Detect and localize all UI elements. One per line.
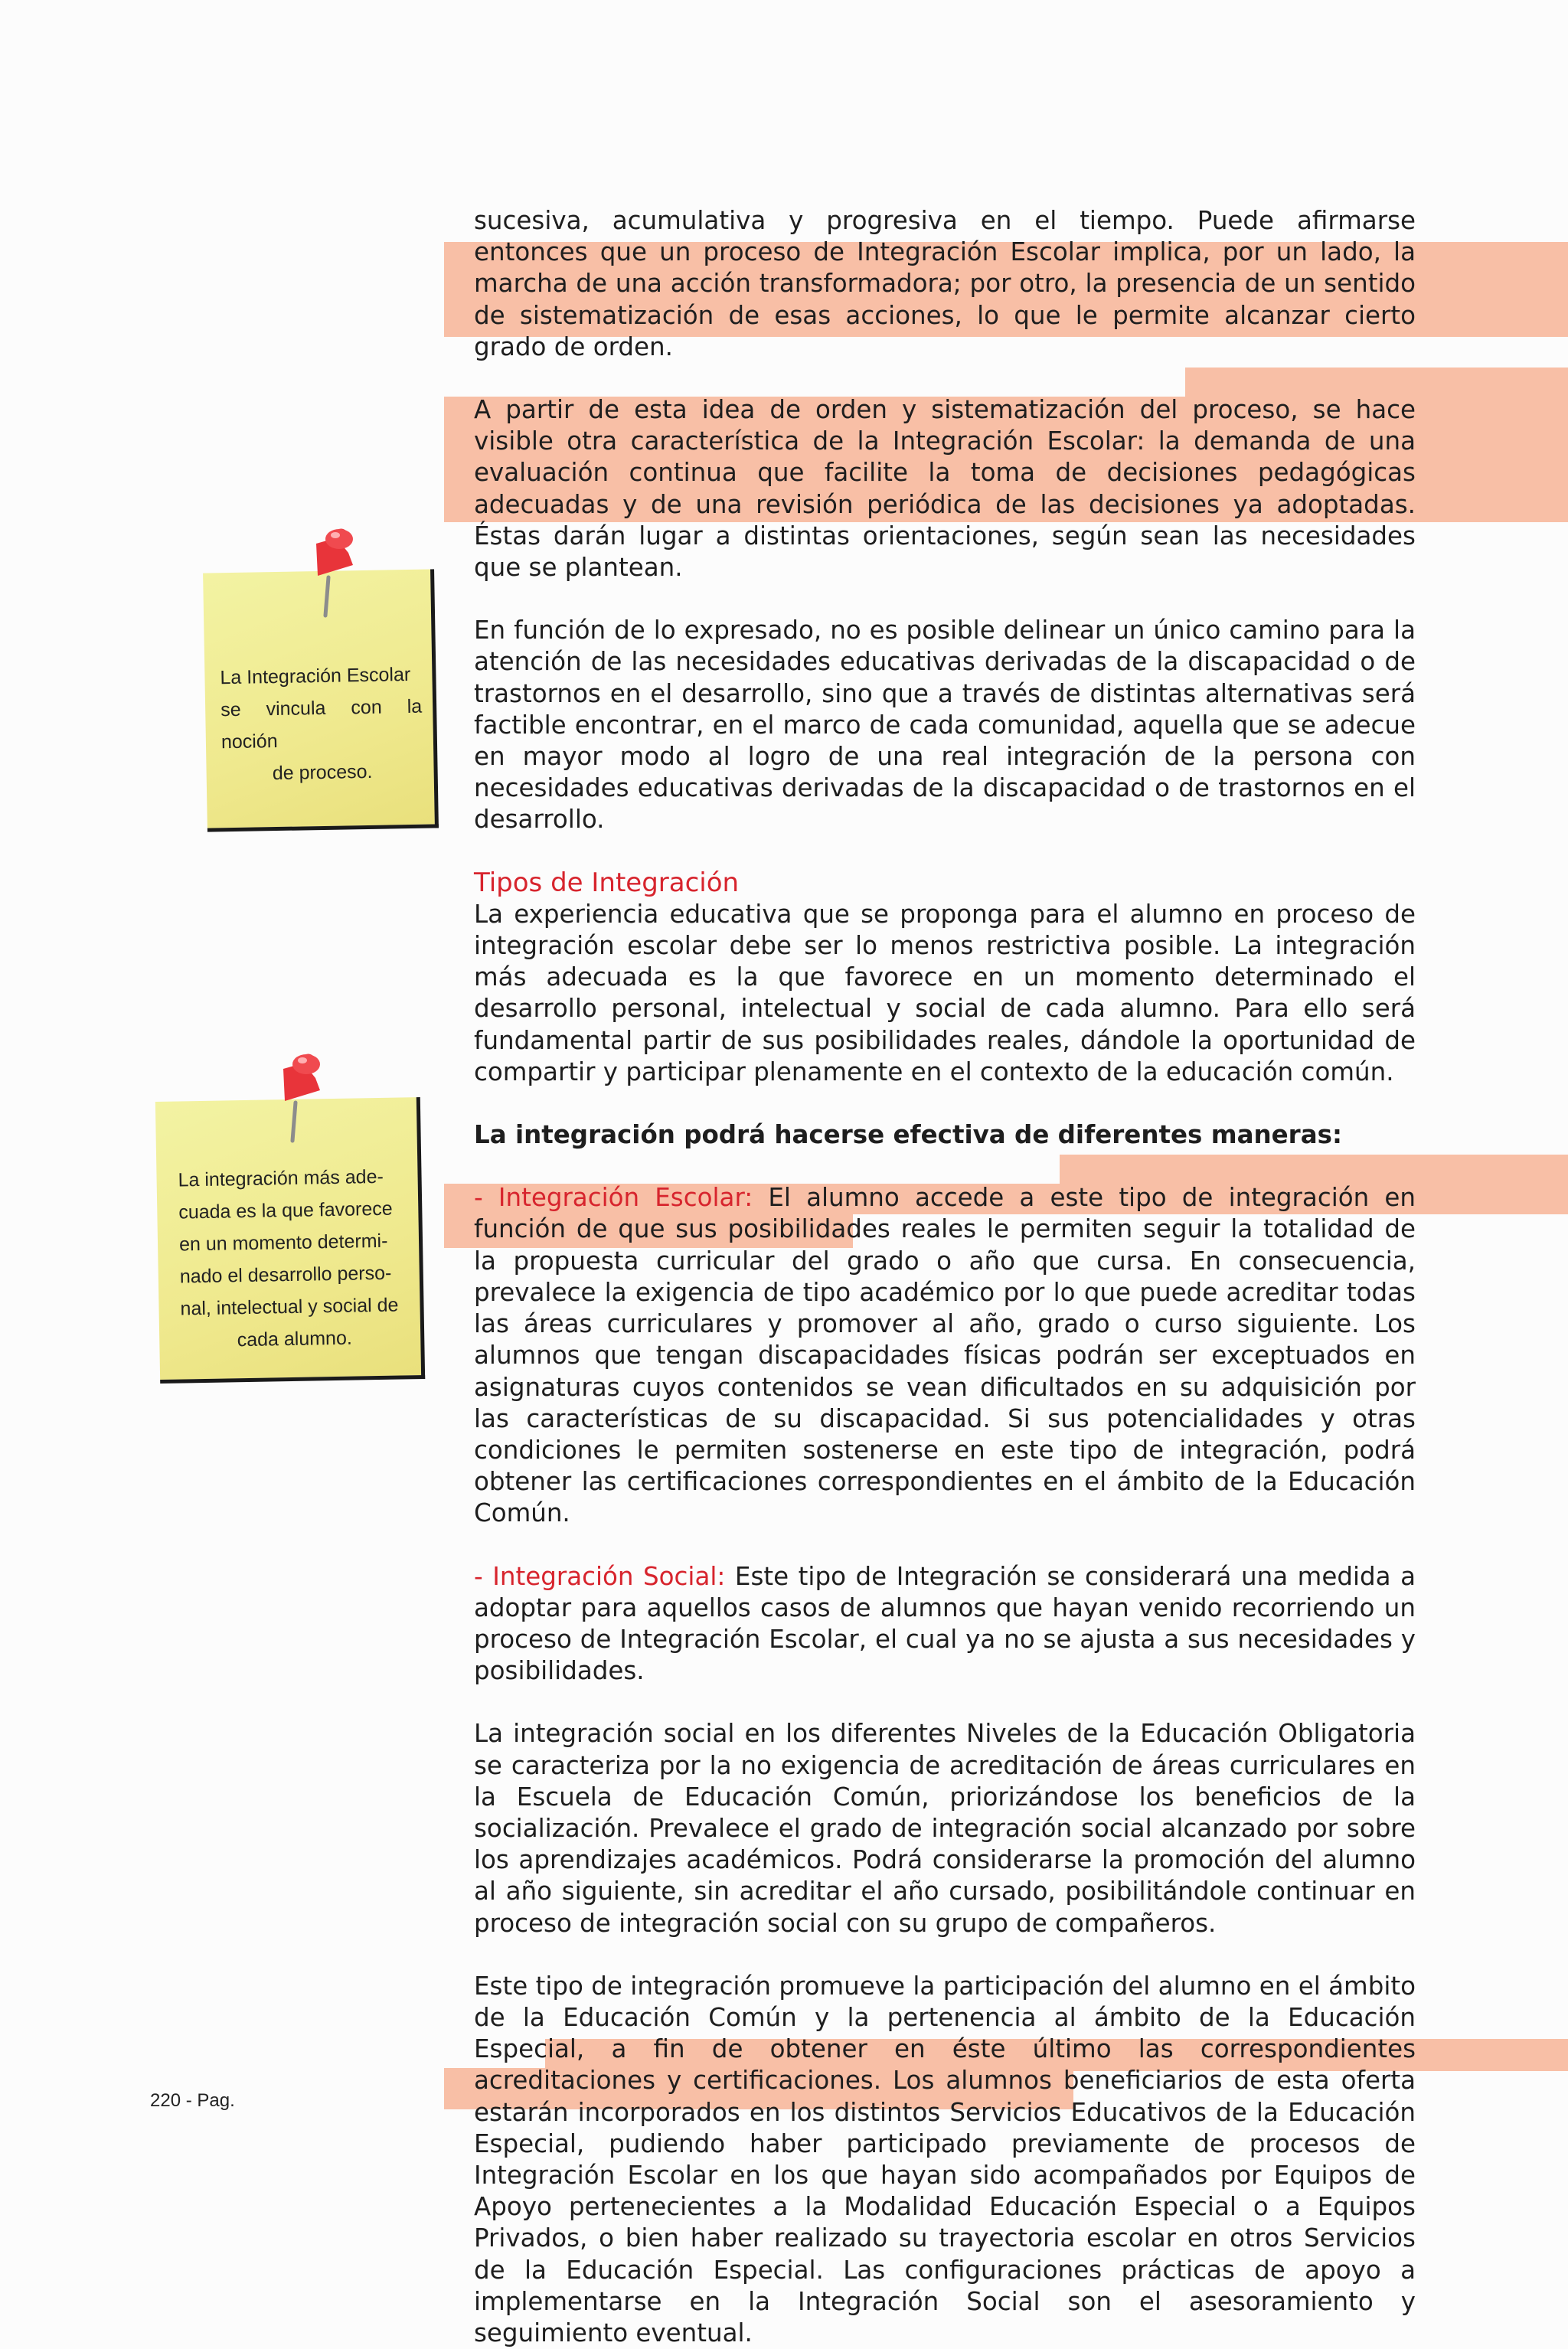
note1-line2: se vincula con la noción — [220, 695, 423, 753]
pushpin-icon — [277, 1052, 331, 1144]
section-heading-tipos: Tipos de Integración — [474, 867, 740, 898]
integracion-escolar-text: El alumno accede a este tipo de integración en función de que sus posibilidades reales le permiten seguir la totalidad de la propuesta curricular del grado o año que cursa. En consecuencia, prevalece la exigencia de tipo académico por lo que puede acreditar todas las áreas curriculares y promover al año, grado o curso siguiente. Los alumnos que tengan discapacidades físicas podrán ser exceptuados en asignaturas cuyos contenidos se vean dificultados en su adquisición por las características de su discapacidad. Si sus potencialidades y otras condiciones le permiten sostenerse en este tipo de integración, podrá obtener las certificaciones correspondientes en el ámbito de la Educación Común. — [474, 1183, 1416, 1528]
paragraph-8: La integración social en los diferentes Niveles de la Educación Obligatoria se caracteriza por la no exigencia de acreditación de áreas curriculares en la Escuela de Educación Común, priorizándose los beneficios de la socialización. Prevalece el grado de integración social alcanzado por sobre los aprendizajes académicos. Podrá considerarse la promoción del alumno al año siguiente, sin acreditar el año cursado, posibilitándole continuar en proceso de integración social con su grupo de compañeros. — [474, 1719, 1416, 1938]
main-text-column — [474, 205, 1416, 2349]
integracion-social-text: Este tipo de Integración se considerará una medida a adoptar para aquellos casos de alumnos que hayan venido recorriendo un proceso de Integración Escolar, el cual ya no se ajusta a sus necesidades y posibilidades. — [474, 1561, 1416, 1686]
integracion-social-label: - Integración Social: — [474, 1561, 726, 1591]
note1-line3: de proceso. — [272, 760, 373, 785]
paragraph-9: Este tipo de integración promueve la participación del alumno en el ámbito de la Educación Común y la pertenencia al ámbito de la Educación Especial, a fin de obtener en éste último las correspondientes acreditaciones y certificaciones. Los alumnos beneficiarios de esta oferta estarán incorporados en los distintos Servicios Educativos de la Educación Especial, pudiendo haber participado previamente de procesos de Integración Escolar en los que hayan sido acompañados por Equipos de Apoyo pertenecientes a la Modalidad Educación Especial o a Equipos Privados, o bien haber realizado su trayectoria escolar en otros Servicios de la Educación Especial. Las configuraciones prácticas de apoyo a implementarse en la Integración Social son el asesoramiento y seguimiento eventual. — [474, 1971, 1416, 2347]
note2-line2: cuada es la que favorece — [178, 1197, 393, 1224]
note2-line6: cada alumno. — [237, 1327, 353, 1351]
note2-line3: en un momento determi- — [178, 1230, 388, 1256]
paragraph-2: A partir de esta idea de orden y sistematización del proceso, se hace visible otra característica de la Integración Escolar: la demanda de una evaluación continua que facilite la toma de decisiones pedagógicas adecuadas y de una revisión periódica de las decisiones ya adoptadas. Éstas darán lugar a distintas orientaciones, según sean las necesidades que se plantean. — [474, 395, 1416, 583]
paragraph-5-lead: La integración podrá hacerse efectiva de diferentes maneras: — [474, 1120, 1342, 1150]
paragraph-7 — [474, 1561, 1416, 1687]
pushpin-icon — [310, 527, 364, 619]
page-number: 220 - Pag. — [150, 2090, 235, 2111]
paragraph-1: sucesiva, acumulativa y progresiva en el tiempo. Puede afirmarse entonces que un proceso de Integración Escolar implica, por un lado, la marcha de una acción transformadora; por otro, la presencia de un sentido de sistematización de esas acciones, lo que le permite alcanzar cierto grado de orden. — [474, 206, 1416, 361]
paragraph-3: En función de lo expresado, no es posible delinear un único camino para la atención de las necesidades educativas derivadas de la discapacidad o de trastornos en el desarrollo, sino que a través de distintas alternativas será factible encontrar, en el marco de cada comunidad, aquella que se adecue en mayor modo al logro de una real integración de la persona con necesidades educativas derivadas de la discapacidad o de trastornos en el desarrollo. — [474, 616, 1416, 835]
paragraph-4: La experiencia educativa que se proponga para el alumno en proceso de integración escolar debe ser lo menos restrictiva posible. La integración más adecuada es la que favorece en un momento determinado el desarrollo personal, intelectual y social de cada alumno. Para ello será fundamental partir de sus posibilidades reales, dándole la oportunidad de compartir y participar plenamente en el contexto de la educación común. — [474, 899, 1416, 1086]
note2-line4: nado el desarrollo perso- — [179, 1262, 392, 1288]
note2-line1: La integración más ade- — [178, 1165, 384, 1191]
paragraph-6 — [474, 1182, 1416, 1529]
note2-line5: nal, intelectual y social de — [180, 1294, 399, 1320]
note1-line1: La Integración Escolar — [220, 663, 411, 689]
integracion-escolar-label: - Integración Escolar: — [474, 1183, 753, 1213]
